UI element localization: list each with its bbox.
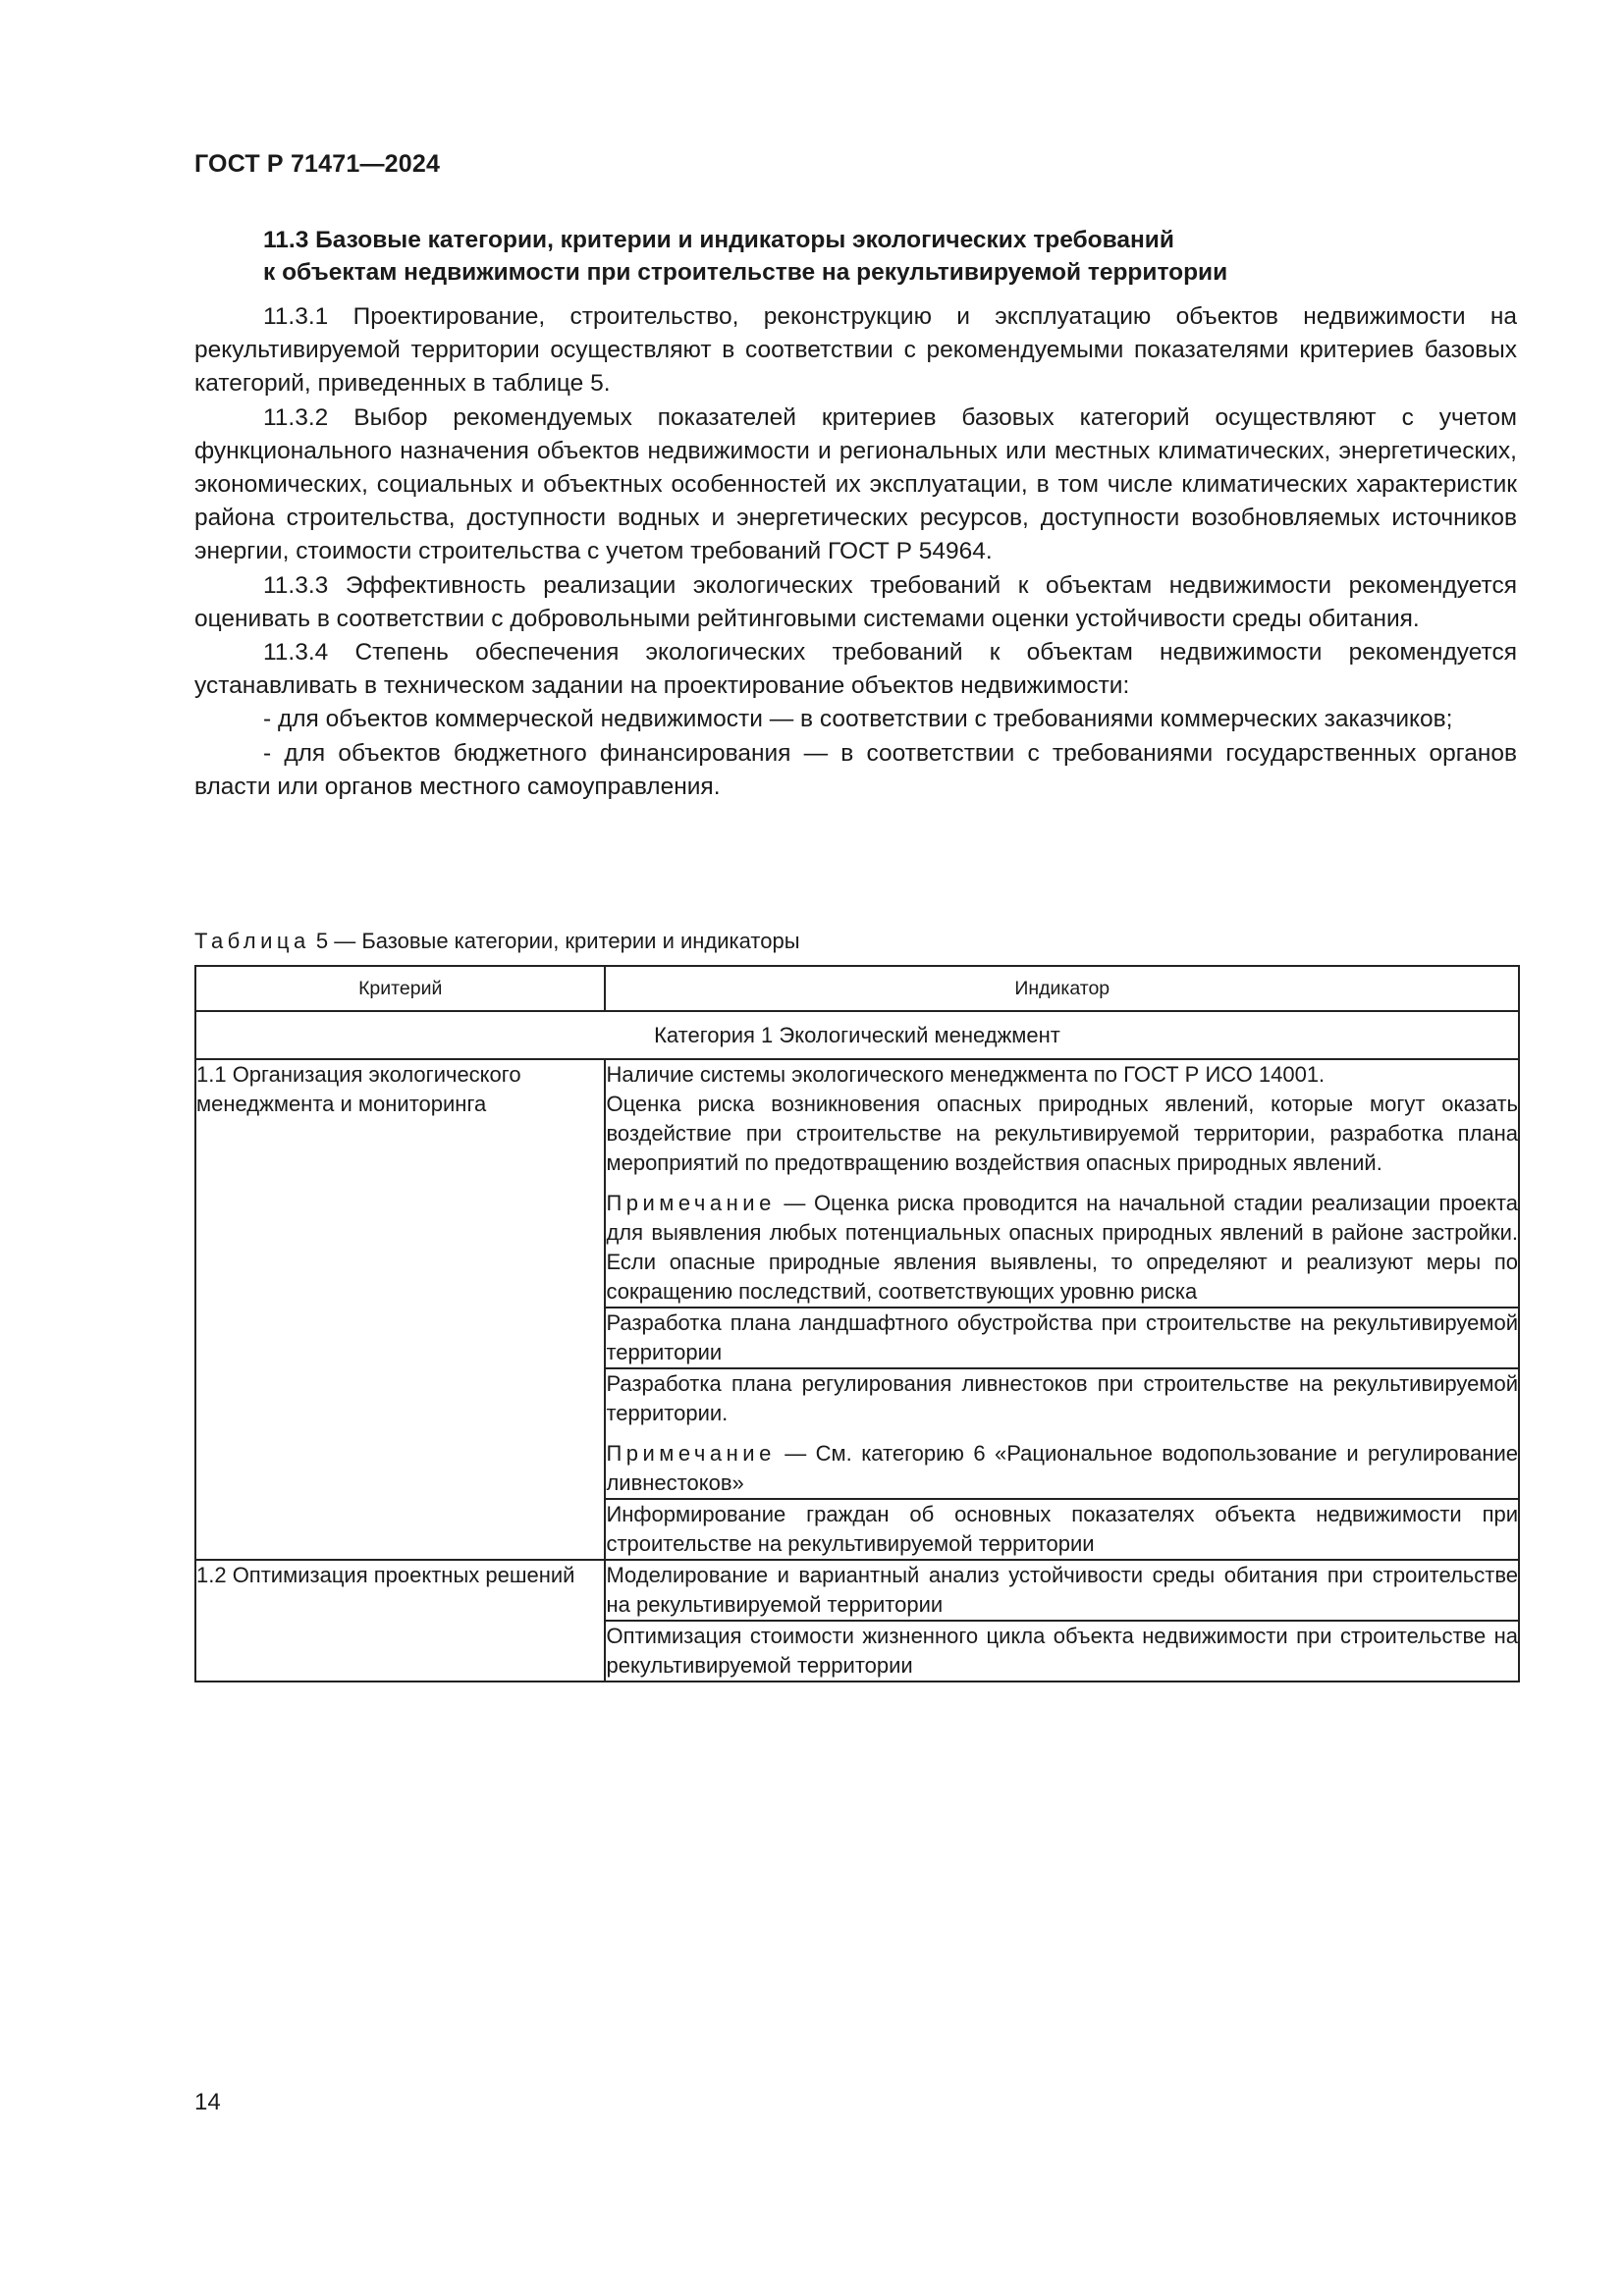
paragraph-11-3-1: 11.3.1 Проектирование, строительство, реконструкцию и эксплуатацию объектов недвижимости на рекультивируемой территории осуществляют в соответствии с рекомендуемыми показателями критериев базовых категорий, приведенных в таблице 5. — [194, 303, 1517, 398]
section-title-line-2: к объектам недвижимости при строительстве на рекультивируемой территории — [263, 259, 1228, 286]
note-text: — См. категорию 6 «Рациональное водопользование и регулирование ливнестоков» — [606, 1441, 1518, 1495]
indicator-ems: Наличие системы экологического менеджмента по ГОСТ Р ИСО 14001. — [606, 1062, 1326, 1087]
paragraph-11-3-2: 11.3.2 Выбор рекомендуемых показателей критериев базовых категорий осуществляют с учетом функционального назначения объектов недвижимости и региональных или местных климатических, энергетических, экономических, социальных и объектных особенностей их эксплуатации, в том числе климатических характеристик района строительства, доступности водных и энергетических ресурсов, доступности возобновляемых источников энергии, стоимости строительства с учетом требований ГОСТ Р 54964. — [194, 403, 1517, 565]
indicator-note — [606, 1439, 1518, 1498]
document-code: ГОСТ Р 71471—2024 — [194, 150, 441, 178]
table-caption-title: 5 — Базовые категории, критерии и индикаторы — [309, 929, 800, 953]
table-row — [195, 1560, 1519, 1621]
list-item-commercial: - для объектов коммерческой недвижимости — в соответствии с требованиями коммерческих заказчиков; — [263, 706, 1453, 733]
table-row — [195, 1059, 1519, 1308]
indicator-risk: Оценка риска возникновения опасных природных явлений, которые могут оказать воздействие при строительстве на рекультивируемой территории, разработка плана мероприятий по предотвращению воздействия опасных природных явлений. — [606, 1092, 1518, 1175]
category-1-title: Категория 1 Экологический менеджмент — [195, 1011, 1519, 1059]
note-label: Примечание — [606, 1191, 776, 1215]
table-header-row — [195, 966, 1519, 1011]
category-row — [195, 1011, 1519, 1059]
indicator-text — [606, 1060, 1518, 1178]
paragraph-11-3-4: 11.3.4 Степень обеспечения экологических требований к объектам недвижимости рекомендуется устанавливать в техническом задании на проектирование объектов недвижимости: — [194, 639, 1517, 700]
header-criterion: Критерий — [195, 966, 605, 1011]
indicator-landscape: Разработка плана ландшафтного обустройства при строительстве на рекультивируемой территории — [605, 1308, 1519, 1368]
table-caption — [194, 929, 800, 954]
list-item-budget: - для объектов бюджетного финансирования — в соответствии с требованиями государственных органов власти или органов местного самоуправления. — [194, 739, 1517, 800]
indicator-note — [606, 1189, 1518, 1307]
indicator-informing: Информирование граждан об основных показателях объекта недвижимости при строительстве на рекультивируемой территории — [605, 1499, 1519, 1560]
indicator-modeling: Моделирование и вариантный анализ устойчивости среды обитания при строительстве на рекультивируемой территории — [605, 1560, 1519, 1621]
criteria-table — [194, 965, 1520, 1682]
section-title — [194, 224, 1517, 289]
criterion-1-1: 1.1 Организация экологического менеджмента и мониторинга — [195, 1059, 605, 1560]
page-number: 14 — [194, 2089, 221, 2115]
table-caption-label: Таблица — [194, 929, 310, 953]
note-label: Примечание — [606, 1441, 776, 1466]
section-11-3 — [194, 224, 1517, 804]
section-title-line-1: 11.3 Базовые категории, критерии и индикаторы экологических требований — [263, 227, 1174, 253]
indicator-lifecycle: Оптимизация стоимости жизненного цикла объекта недвижимости при строительстве на рекультивируемой территории — [605, 1621, 1519, 1682]
indicator-cell — [605, 1368, 1519, 1499]
indicator-stormwater: Разработка плана регулирования ливнестоков при строительстве на рекультивируемой территории. — [606, 1371, 1518, 1425]
note-text: — Оценка риска проводится на начальной стадии реализации проекта для выявления любых потенциальных опасных природных явлений в районе застройки. Если опасные природные явления выявлены, то определяют и реализуют меры по сокращению последствий, соответствующих уровню риска — [606, 1191, 1518, 1304]
header-indicator: Индикатор — [605, 966, 1519, 1011]
criterion-1-2: 1.2 Оптимизация проектных решений — [195, 1560, 605, 1682]
paragraph-11-3-3: 11.3.3 Эффективность реализации экологических требований к объектам недвижимости рекомендуется оценивать в соответствии с добровольными рейтинговыми системами оценки устойчивости среды обитания. — [194, 571, 1517, 632]
indicator-cell — [605, 1059, 1519, 1308]
